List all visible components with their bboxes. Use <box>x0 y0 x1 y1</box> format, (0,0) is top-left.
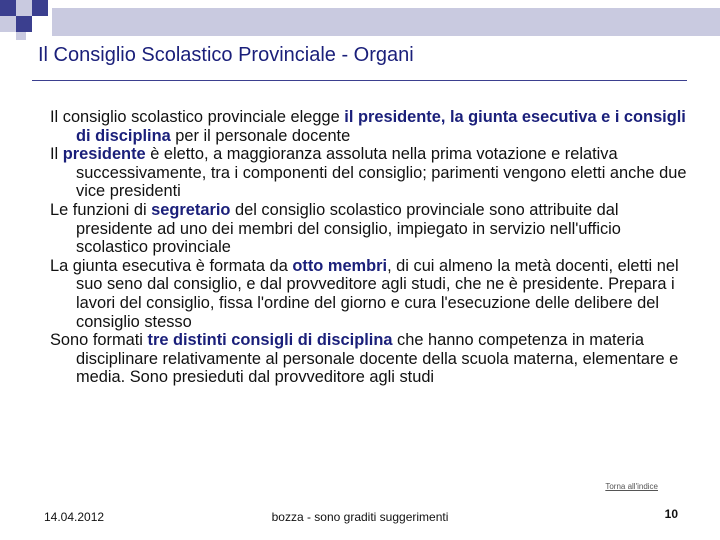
paragraph-text: , di cui almeno la metà docenti, eletti nel suo seno dal consiglio, e dal provveditore agli studi, che ne è presidente. Prepara i lavori del consiglio, fissa l'ordine del giorno e cura l'esecuzione delle delibere del consiglio stesso <box>76 256 679 331</box>
header-decoration <box>0 0 720 40</box>
deco-square <box>32 0 48 16</box>
highlighted-text: il presidente, la giunta esecutiva e i consigli di disciplina <box>76 108 686 145</box>
title-rule <box>32 80 687 81</box>
slide-title: Il Consiglio Scolastico Provinciale - Organi <box>38 44 414 66</box>
slide-body <box>50 108 690 387</box>
highlighted-text: presidente <box>62 145 146 164</box>
footer-date: 14.04.2012 <box>44 510 105 524</box>
paragraph-text: Il consiglio scolastico provinciale elegge <box>50 108 345 126</box>
paragraph-text: La giunta esecutiva è formata da <box>50 256 293 275</box>
body-paragraph <box>50 257 690 331</box>
highlighted-text: otto membri <box>292 256 388 275</box>
back-to-index-link[interactable]: Torna all'indice <box>605 482 658 491</box>
highlighted-text: tre distinti consigli di disciplina <box>147 331 393 350</box>
paragraph-text: è eletto, a maggioranza assoluta nella prima votazione e relativa successivamente, tra i componenti del consiglio; parimenti vengono eletti anche due vice presidenti <box>76 145 687 201</box>
body-paragraph <box>50 108 690 145</box>
paragraph-text: per il personale docente <box>170 126 351 145</box>
paragraph-text: che hanno competenza in materia disciplinare relativamente al personale docente della scuola materna, elementare e media. Sono presieduti dal provveditore agli studi <box>76 331 679 387</box>
page-number: 10 <box>664 507 678 521</box>
paragraph-text: del consiglio scolastico provinciale sono attribuite dal presidente ad uno dei membri del consiglio, impiegato in servizio nell'ufficio scolastico provinciale <box>76 200 621 257</box>
body-paragraph <box>50 331 690 387</box>
body-paragraph <box>50 201 690 257</box>
paragraph-text: Il <box>50 145 63 164</box>
deco-square <box>16 16 32 32</box>
footer-note: bozza - sono graditi suggerimenti <box>271 510 449 524</box>
deco-square <box>0 0 16 16</box>
paragraph-text: Le funzioni di <box>50 200 152 219</box>
deco-square <box>16 32 26 40</box>
paragraph-text: Sono formati <box>50 331 148 350</box>
deco-square <box>0 16 16 32</box>
highlighted-text: segretario <box>151 200 231 219</box>
deco-square <box>16 0 32 16</box>
body-paragraph <box>50 145 690 201</box>
deco-bar <box>52 8 720 36</box>
